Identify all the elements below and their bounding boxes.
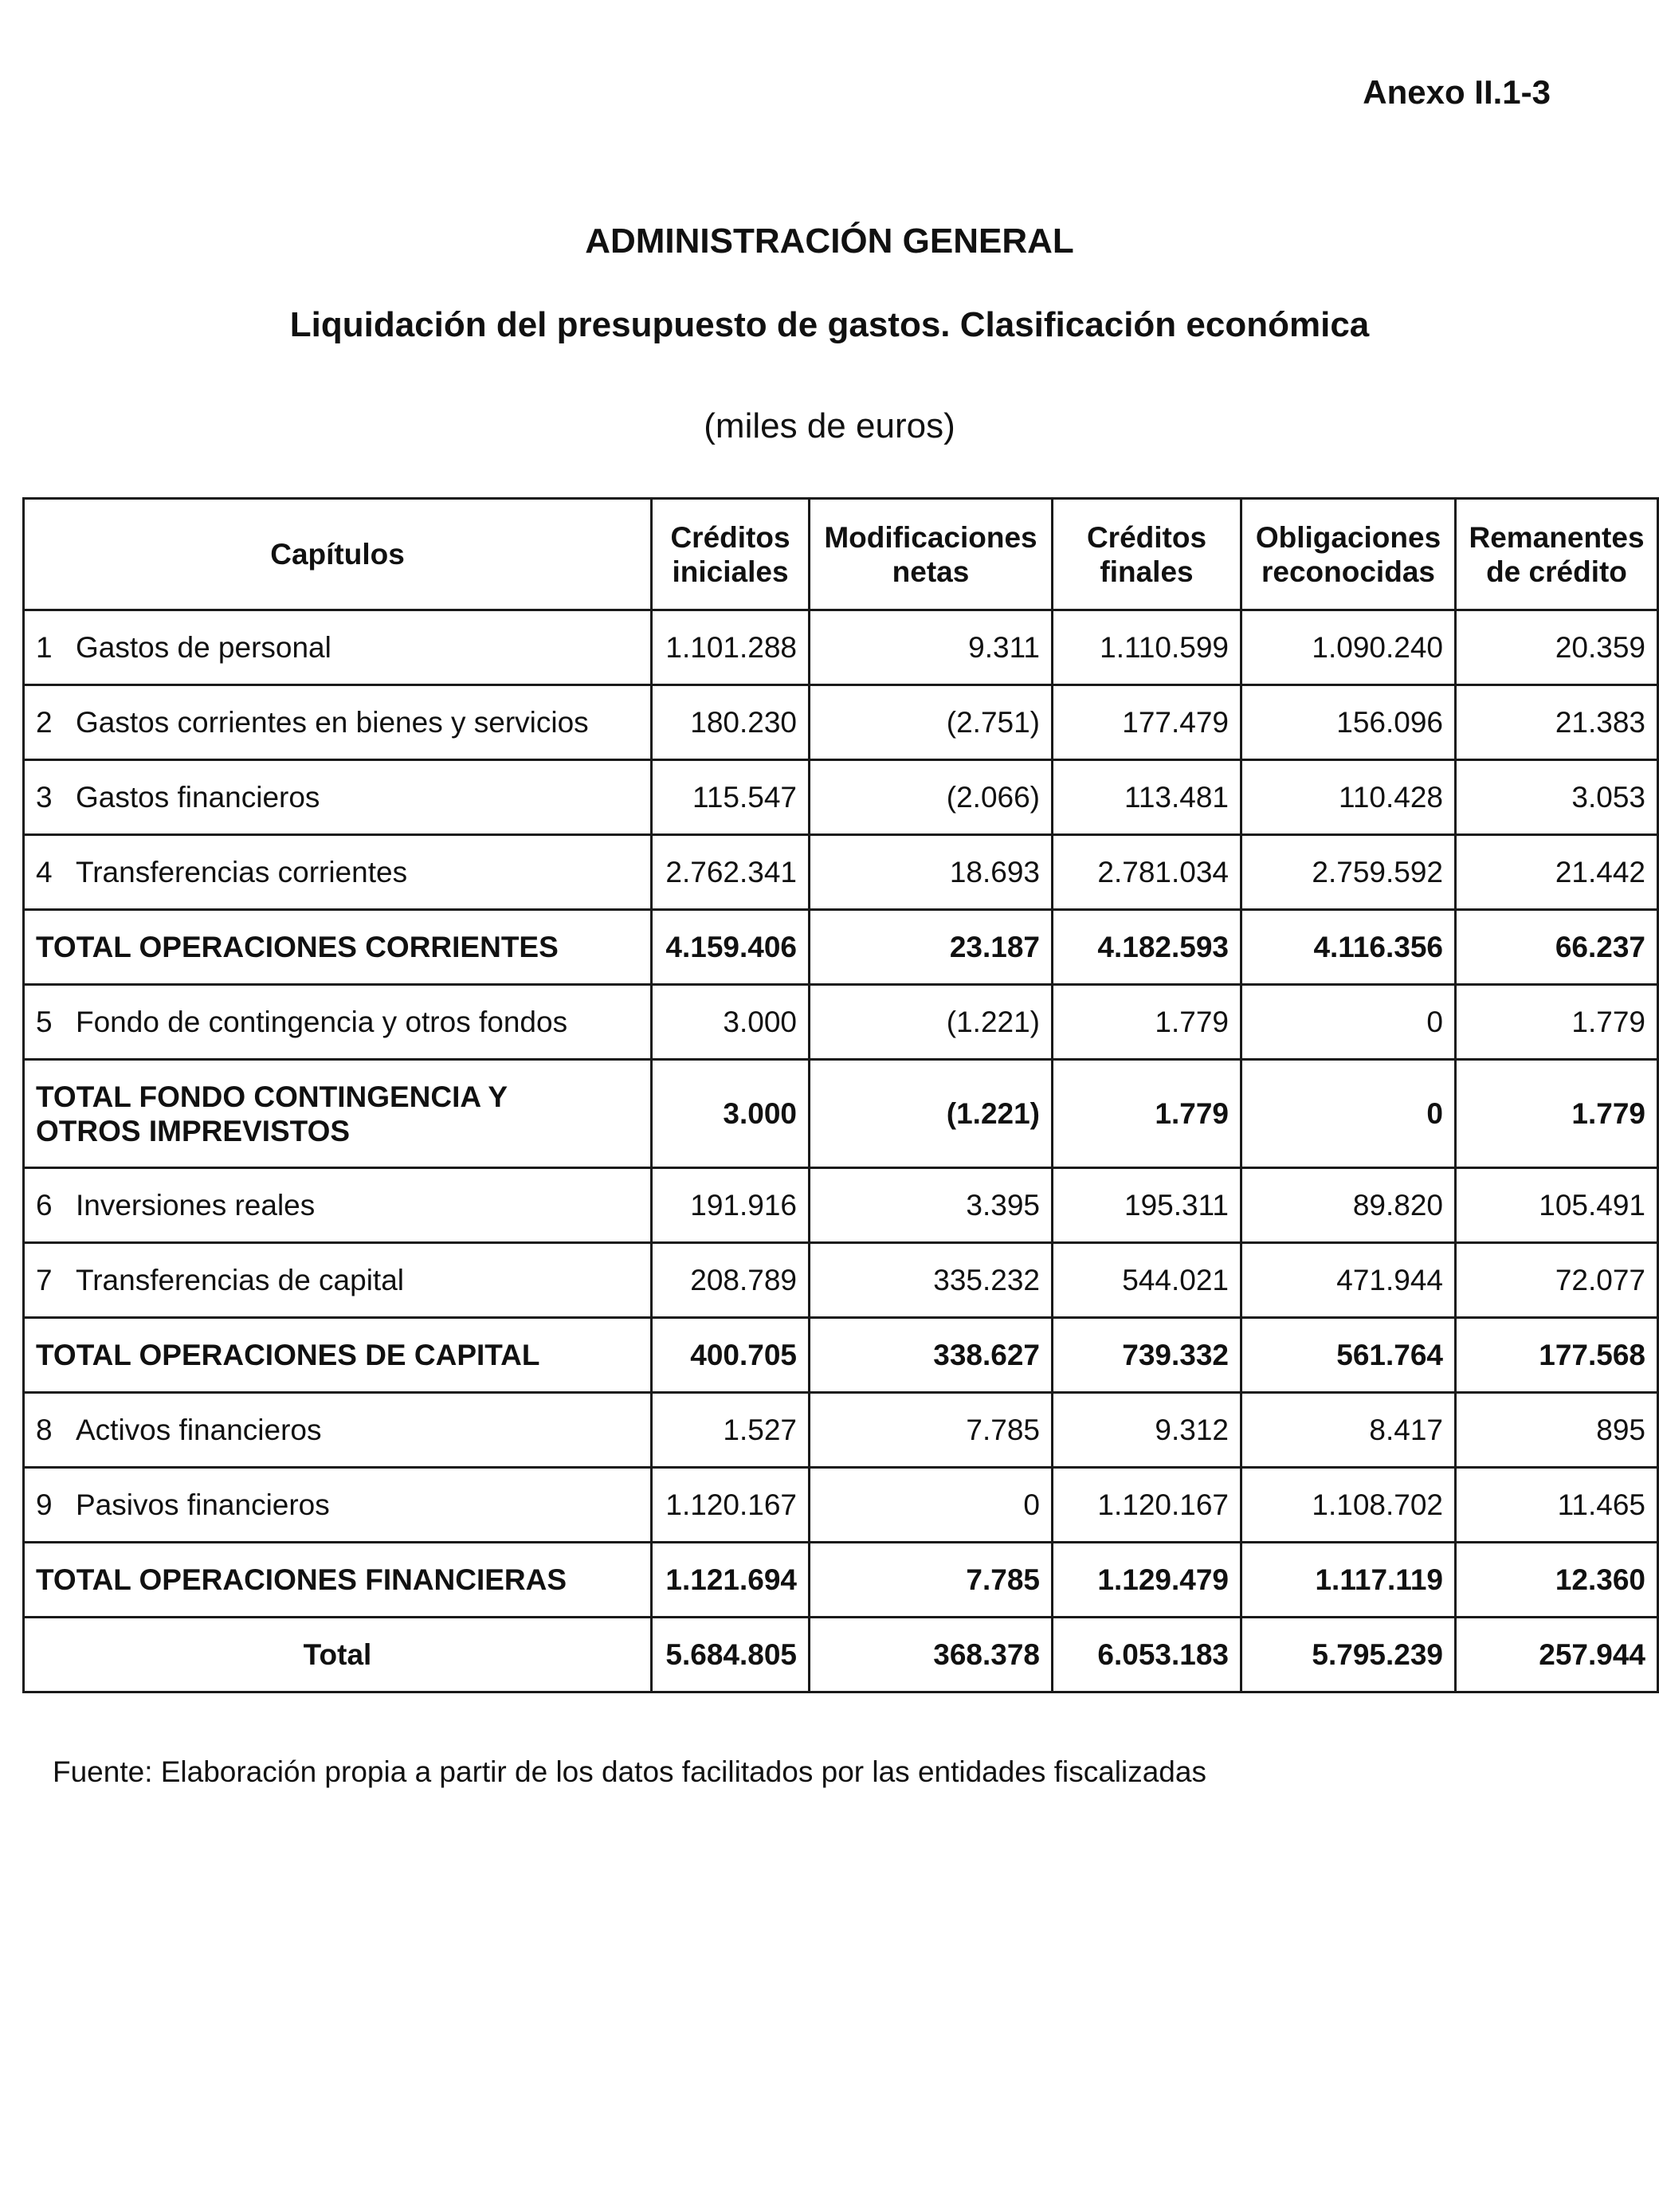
cell-creditos-finales: 2.781.034 — [1053, 835, 1241, 910]
cell-modificaciones-netas: 3.395 — [810, 1168, 1053, 1243]
cell-creditos-finales: 9.312 — [1053, 1393, 1241, 1468]
cell-remanentes-credito: 12.360 — [1456, 1543, 1658, 1618]
header-remanentes-credito: Remanentes de crédito — [1456, 499, 1658, 610]
cell-creditos-iniciales: 5.684.805 — [652, 1618, 810, 1692]
cell-obligaciones-reconocidas: 561.764 — [1241, 1318, 1456, 1393]
row-label: 7 Transferencias de capital — [24, 1243, 652, 1318]
row-label: TOTAL FONDO CONTINGENCIA Y OTROS IMPREVISTOS — [24, 1060, 652, 1168]
cell-obligaciones-reconocidas: 110.428 — [1241, 760, 1456, 835]
cell-remanentes-credito: 11.465 — [1456, 1468, 1658, 1543]
budget-table — [22, 497, 1659, 1693]
header-creditos-iniciales: Créditos iniciales — [652, 499, 810, 610]
cell-obligaciones-reconocidas: 4.116.356 — [1241, 910, 1456, 985]
cell-modificaciones-netas: 18.693 — [810, 835, 1053, 910]
subtotal-row — [24, 910, 1658, 985]
cell-remanentes-credito: 21.383 — [1456, 685, 1658, 760]
cell-obligaciones-reconocidas: 0 — [1241, 985, 1456, 1060]
cell-obligaciones-reconocidas: 156.096 — [1241, 685, 1456, 760]
cell-remanentes-credito: 72.077 — [1456, 1243, 1658, 1318]
cell-obligaciones-reconocidas: 8.417 — [1241, 1393, 1456, 1468]
cell-remanentes-credito: 1.779 — [1456, 985, 1658, 1060]
cell-modificaciones-netas: 7.785 — [810, 1543, 1053, 1618]
table-row — [24, 835, 1658, 910]
header-modificaciones-netas: Modificaciones netas — [810, 499, 1053, 610]
cell-obligaciones-reconocidas: 1.108.702 — [1241, 1468, 1456, 1543]
row-label: 9 Pasivos financieros — [24, 1468, 652, 1543]
header-capitulos: Capítulos — [24, 499, 652, 610]
table-row — [24, 985, 1658, 1060]
row-label: 4 Transferencias corrientes — [24, 835, 652, 910]
cell-modificaciones-netas: 23.187 — [810, 910, 1053, 985]
cell-modificaciones-netas: 338.627 — [810, 1318, 1053, 1393]
cell-creditos-finales: 1.110.599 — [1053, 610, 1241, 685]
cell-obligaciones-reconocidas: 0 — [1241, 1060, 1456, 1168]
cell-creditos-finales: 195.311 — [1053, 1168, 1241, 1243]
cell-creditos-finales: 177.479 — [1053, 685, 1241, 760]
cell-remanentes-credito: 3.053 — [1456, 760, 1658, 835]
cell-remanentes-credito: 257.944 — [1456, 1618, 1658, 1692]
header-creditos-finales: Créditos finales — [1053, 499, 1241, 610]
subtotal-row — [24, 1543, 1658, 1618]
cell-creditos-iniciales: 115.547 — [652, 760, 810, 835]
cell-obligaciones-reconocidas: 89.820 — [1241, 1168, 1456, 1243]
row-label: 6 Inversiones reales — [24, 1168, 652, 1243]
cell-obligaciones-reconocidas: 1.090.240 — [1241, 610, 1456, 685]
cell-modificaciones-netas: 335.232 — [810, 1243, 1053, 1318]
cell-remanentes-credito: 66.237 — [1456, 910, 1658, 985]
table-row — [24, 610, 1658, 685]
document-title: ADMINISTRACIÓN GENERAL — [585, 222, 1074, 261]
cell-obligaciones-reconocidas: 2.759.592 — [1241, 835, 1456, 910]
cell-creditos-iniciales: 208.789 — [652, 1243, 810, 1318]
subtotal-row — [24, 1060, 1658, 1168]
annex-label: Anexo II.1-3 — [1363, 73, 1551, 111]
row-label: 8 Activos financieros — [24, 1393, 652, 1468]
cell-creditos-iniciales: 400.705 — [652, 1318, 810, 1393]
cell-remanentes-credito: 1.779 — [1456, 1060, 1658, 1168]
cell-creditos-iniciales: 180.230 — [652, 685, 810, 760]
cell-creditos-iniciales: 191.916 — [652, 1168, 810, 1243]
cell-modificaciones-netas: 9.311 — [810, 610, 1053, 685]
row-label: TOTAL OPERACIONES FINANCIERAS — [24, 1543, 652, 1618]
table-row — [24, 1393, 1658, 1468]
cell-remanentes-credito: 177.568 — [1456, 1318, 1658, 1393]
cell-obligaciones-reconocidas: 1.117.119 — [1241, 1543, 1456, 1618]
cell-modificaciones-netas: (2.066) — [810, 760, 1053, 835]
cell-modificaciones-netas: 0 — [810, 1468, 1053, 1543]
cell-remanentes-credito: 105.491 — [1456, 1168, 1658, 1243]
cell-modificaciones-netas: 368.378 — [810, 1618, 1053, 1692]
cell-obligaciones-reconocidas: 5.795.239 — [1241, 1618, 1456, 1692]
cell-creditos-finales: 4.182.593 — [1053, 910, 1241, 985]
cell-modificaciones-netas: (2.751) — [810, 685, 1053, 760]
table-row — [24, 685, 1658, 760]
row-label: 5 Fondo de contingencia y otros fondos — [24, 985, 652, 1060]
header-obligaciones-reconocidas: Obligaciones reconocidas — [1241, 499, 1456, 610]
table-row — [24, 1243, 1658, 1318]
cell-creditos-finales: 544.021 — [1053, 1243, 1241, 1318]
subtotal-row — [24, 1318, 1658, 1393]
document-subtitle: Liquidación del presupuesto de gastos. Clasificación económica — [289, 305, 1370, 344]
cell-modificaciones-netas: (1.221) — [810, 1060, 1053, 1168]
cell-creditos-iniciales: 1.527 — [652, 1393, 810, 1468]
cell-creditos-finales: 1.779 — [1053, 985, 1241, 1060]
cell-creditos-iniciales: 1.120.167 — [652, 1468, 810, 1543]
cell-creditos-iniciales: 3.000 — [652, 985, 810, 1060]
cell-creditos-finales: 1.779 — [1053, 1060, 1241, 1168]
source-note: Fuente: Elaboración propia a partir de los datos facilitados por las entidades fiscalizadas — [53, 1755, 1206, 1788]
table-row — [24, 1168, 1658, 1243]
table-row — [24, 1468, 1658, 1543]
cell-modificaciones-netas: 7.785 — [810, 1393, 1053, 1468]
cell-obligaciones-reconocidas: 471.944 — [1241, 1243, 1456, 1318]
row-label: Total — [24, 1618, 652, 1692]
table-header-row — [24, 499, 1658, 610]
cell-creditos-finales: 739.332 — [1053, 1318, 1241, 1393]
cell-remanentes-credito: 895 — [1456, 1393, 1658, 1468]
cell-remanentes-credito: 21.442 — [1456, 835, 1658, 910]
grand-total-row — [24, 1618, 1658, 1692]
cell-remanentes-credito: 20.359 — [1456, 610, 1658, 685]
cell-creditos-finales: 6.053.183 — [1053, 1618, 1241, 1692]
table-row — [24, 760, 1658, 835]
cell-creditos-iniciales: 3.000 — [652, 1060, 810, 1168]
row-label: TOTAL OPERACIONES CORRIENTES — [24, 910, 652, 985]
cell-creditos-finales: 1.129.479 — [1053, 1543, 1241, 1618]
cell-creditos-finales: 113.481 — [1053, 760, 1241, 835]
cell-creditos-iniciales: 4.159.406 — [652, 910, 810, 985]
row-label: 2 Gastos corrientes en bienes y servicios — [24, 685, 652, 760]
row-label: 3 Gastos financieros — [24, 760, 652, 835]
cell-modificaciones-netas: (1.221) — [810, 985, 1053, 1060]
row-label: 1 Gastos de personal — [24, 610, 652, 685]
cell-creditos-iniciales: 1.101.288 — [652, 610, 810, 685]
units-note: (miles de euros) — [704, 406, 955, 445]
cell-creditos-finales: 1.120.167 — [1053, 1468, 1241, 1543]
cell-creditos-iniciales: 2.762.341 — [652, 835, 810, 910]
row-label: TOTAL OPERACIONES DE CAPITAL — [24, 1318, 652, 1393]
cell-creditos-iniciales: 1.121.694 — [652, 1543, 810, 1618]
